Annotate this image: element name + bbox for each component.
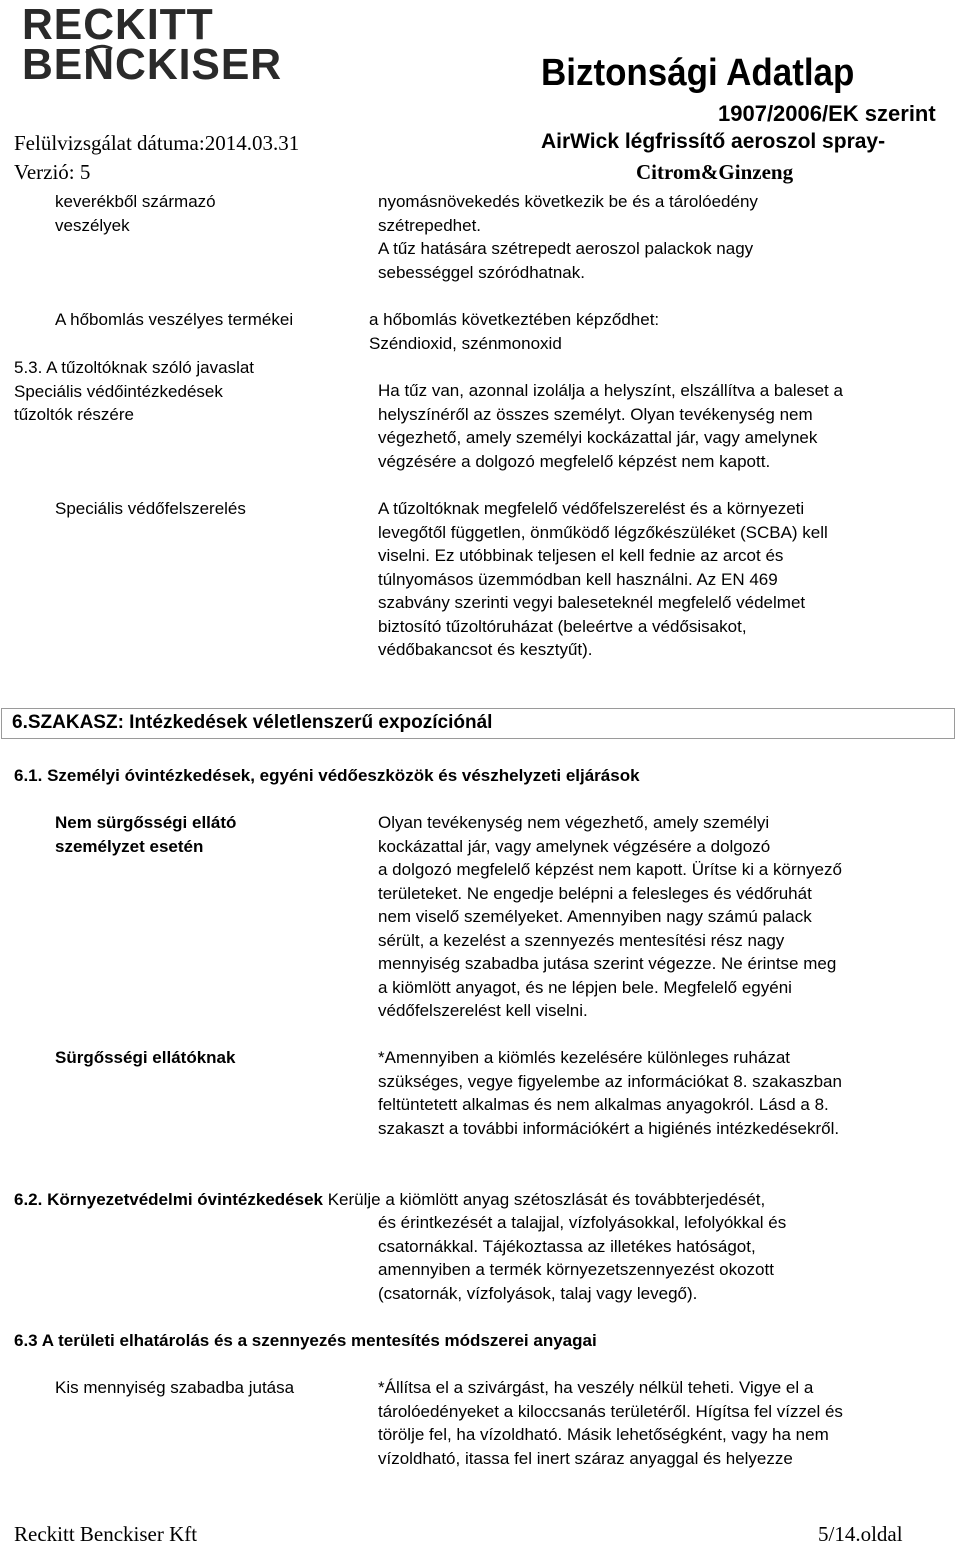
subsection-6-3-title: 6.3 A területi elhatárolás és a szennyezés mentesítés módszerei anyagai — [14, 1331, 597, 1350]
subsection-5-3-label: 5.3. A tűzoltóknak szóló javaslat Speciális védőintézkedések tűzoltók részére — [14, 358, 255, 424]
firefighter-measures-text: Ha tűz van, azonnal izolálja a helyszínt, elszállítva a baleset a helyszínéről az összes személyt. Olyan tevékenység nem végezhető, amely személyi kockázattal jár, vagy amelynek végzésére a dolgozó megfelelő képzést nem kapott. — [378, 381, 843, 471]
product-name-line2: Citrom&Ginzeng — [636, 160, 794, 184]
small-spill-text: *Állítsa el a szivárgást, ha veszély nélkül teheti. Vigye el a tárolóedényeket a kiloccsanás területéről. Hígítsa fel vízzel és törölje fel, ha vízoldható. Másik lehetőségként, vagy ha nem vízoldható, itassa fel inert száraz anyaggal és helyezze — [378, 1378, 843, 1468]
subsection-6-2-row — [14, 1188, 765, 1212]
regulation-reference: 1907/2006/EK szerint — [718, 101, 936, 126]
decomposition-text: a hőbomlás következtében képződhet: Széndioxid, szénmonoxid — [369, 310, 660, 353]
non-emergency-text: Olyan tevékenység nem végezhető, amely személyi kockázattal jár, vagy amelynek végzésére a dolgozó a dolgozó megfelelő képzést nem kapott. Ürítse ki a környező területeket. Ne engedje belépni a felesleges és védőruhát nem viselő személyeket. Amennyiben nagy számú palack sérült, a kezelést a szennyezés mentesítési rész nagy mennyiség szabadba jutása szerint végezze. Ne érintse meg a kiömlött anyagot, és ne lépjen bele. Megfelelő egyéni védőfelszerelést kell viselni. — [378, 813, 842, 1020]
environmental-precautions-text: és érintkezését a talajjal, vízfolyásokkal, lefolyókkal és csatornákkal. Tájékoztassa az illetékes hatóságot, amennyiben a termék környezetszennyezést okozott (csatornák, vízfolyások, talaj vagy levegő). — [378, 1213, 787, 1303]
environmental-precautions-first-line: Kerülje a kiömlött anyag szétoszlását és továbbterjedését, — [327, 1190, 766, 1209]
company-logo-line2: BENCKISER — [22, 40, 283, 89]
emergency-responders-label: Sürgősségi ellátóknak — [55, 1048, 236, 1067]
protective-equipment-label: Speciális védőfelszerelés — [55, 499, 246, 518]
section-6-title: 6.SZAKASZ: Intézkedések véletlenszerű expozíciónál — [12, 712, 493, 733]
decomposition-label: A hőbomlás veszélyes termékei — [55, 310, 294, 329]
product-name-line1: AirWick légfrissítő aeroszol spray- — [541, 130, 886, 153]
emergency-responders-text: *Amennyiben a kiömlés kezelésére különleges ruházat szükséges, vegye figyelembe az információkat 8. szakaszban feltüntetett alkalmas és nem alkalmas anyagokról. Lásd a 8. szakaszt a további információkért a higiénés intézkedésekről. — [378, 1048, 842, 1138]
footer-company: Reckitt Benckiser Kft — [14, 1522, 198, 1546]
hazards-text: nyomásnövekedés következik be és a tárolóedény szétrepedhet. A tűz hatására szétrepedt aeroszol palackok nagy sebességgel szóródhatnak. — [378, 192, 758, 282]
hazards-label: keverékből származó veszélyek — [55, 192, 216, 235]
subsection-6-1-title: 6.1. Személyi óvintézkedések, egyéni védőeszközök és vészhelyzeti eljárások — [14, 766, 640, 785]
revision-date: Felülvizsgálat dátuma:2014.03.31 — [14, 131, 300, 155]
subsection-6-2-title: 6.2. Környezetvédelmi óvintézkedések — [14, 1190, 323, 1209]
protective-equipment-text: A tűzoltóknak megfelelő védőfelszerelést és a környezeti levegőtől független, önműködő légzőkészüléket (SCBA) kell viselni. Ez utóbbinak teljesen el kell fednie az arcot és túlnyomásos üzemmódban kell használni. Az EN 469 szabvány szerinti vegyi baleseteknél megfelelő védelmet biztosító tűzoltóruházat (beleértve a védősisakot, védőbakancsot és kesztyűt). — [378, 499, 828, 659]
version-number: Verzió: 5 — [14, 160, 91, 184]
non-emergency-label: Nem sürgősségi ellátó személyzet esetén — [55, 813, 237, 856]
small-spill-label: Kis mennyiség szabadba jutása — [55, 1378, 295, 1397]
company-logo-line1: RECKITT — [22, 0, 214, 49]
page-number: 5/14.oldal — [818, 1522, 903, 1546]
document-title: Biztonsági Adatlap — [541, 52, 855, 94]
